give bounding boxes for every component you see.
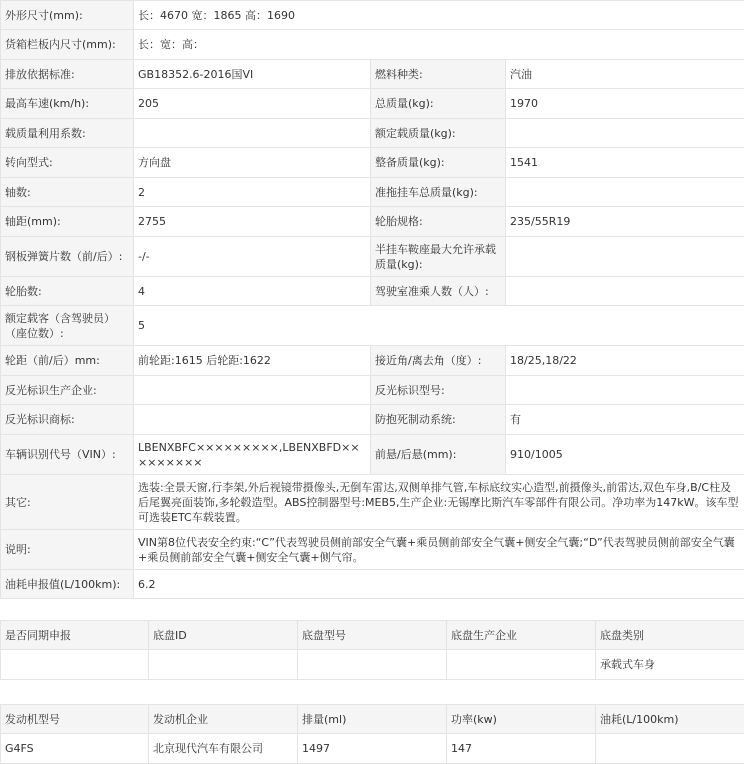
- spec-label: 其它:: [1, 475, 134, 530]
- spec-value: 选装:全景天窗,行李架,外后视镜带摄像头,无倒车雷达,双侧单排气管,车标底纹实心造型,前摄像头,前雷达,双色车身,B/C柱及后尾翼亮面装饰,多轮毂造型。ABS控制器型号:MEB5,生产企业:无锡摩比斯汽车零部件有限公司。净功率为147kW。该车型可选装ETC车载装置。: [134, 475, 744, 530]
- chassis-header-type: 底盘类别: [596, 621, 744, 650]
- spec-label: 反光标识商标:: [1, 405, 134, 435]
- engine-cell-model: G4FS: [1, 734, 149, 764]
- spec-value-2: 1970: [506, 89, 744, 119]
- spec-label-2: 防抱死制动系统:: [371, 405, 506, 435]
- spec-row: [1, 1, 744, 30]
- spec-value: 前轮距:1615 后轮距:1622: [134, 346, 371, 376]
- engine-header-power: 功率(kw): [447, 705, 596, 734]
- spec-label: 额定载客（含驾驶员）（座位数）:: [1, 306, 134, 346]
- spec-value: 6.2: [134, 570, 744, 599]
- spec-row: [1, 277, 744, 306]
- spec-value: 4: [134, 277, 371, 306]
- spec-label: 货箱栏板内尺寸(mm):: [1, 30, 134, 60]
- spec-value-2: [506, 178, 744, 207]
- chassis-cell-type: 承载式车身: [596, 650, 744, 680]
- spec-value-2: [506, 237, 744, 277]
- spec-row: [1, 30, 744, 60]
- spec-row: [1, 119, 744, 148]
- spec-row: [1, 237, 744, 277]
- spec-value: 205: [134, 89, 371, 119]
- spec-label: 油耗申报值(L/100km):: [1, 570, 134, 599]
- spec-label-2: 轮胎规格:: [371, 207, 506, 237]
- engine-cell-consumption: [596, 734, 744, 764]
- spec-label: 排放依据标准:: [1, 60, 134, 89]
- spec-value: 2: [134, 178, 371, 207]
- chassis-data-row: [1, 650, 744, 680]
- spec-value: GB18352.6-2016国VI: [134, 60, 371, 89]
- spec-row: [1, 530, 744, 570]
- spec-label: 反光标识生产企业:: [1, 376, 134, 405]
- spec-value-2: 有: [506, 405, 744, 435]
- spec-row: [1, 306, 744, 346]
- spec-value-2: 1541: [506, 148, 744, 178]
- spec-row: [1, 405, 744, 435]
- spec-label: 轴数:: [1, 178, 134, 207]
- spec-row: [1, 148, 744, 178]
- chassis-cell-model: [298, 650, 447, 680]
- spec-label-2: 燃料种类:: [371, 60, 506, 89]
- spec-label-2: 半挂车鞍座最大允许承载质量(kg):: [371, 237, 506, 277]
- spec-row: [1, 207, 744, 237]
- spec-value: 5: [134, 306, 744, 346]
- chassis-table: [0, 620, 744, 680]
- spec-row: [1, 435, 744, 475]
- spec-label-2: 前悬/后悬(mm):: [371, 435, 506, 475]
- spec-value-2: 汽油: [506, 60, 744, 89]
- spec-label: 外形尺寸(mm):: [1, 1, 134, 30]
- spec-label-2: 接近角/离去角（度）:: [371, 346, 506, 376]
- spec-value: VIN第8位代表安全约束:“C”代表驾驶员侧前部安全气囊+乘员侧前部安全气囊+侧安全气囊;“D”代表驾驶员侧前部安全气囊+乘员侧前部安全气囊+侧安全气囊+侧气帘。: [134, 530, 744, 570]
- spec-label-2: 整备质量(kg):: [371, 148, 506, 178]
- chassis-header-maker: 底盘生产企业: [447, 621, 596, 650]
- chassis-header-id: 底盘ID: [149, 621, 298, 650]
- engine-cell-maker: 北京现代汽车有限公司: [149, 734, 298, 764]
- engine-header-row: [1, 705, 744, 734]
- spec-label: 最高车速(km/h):: [1, 89, 134, 119]
- spec-value: 长：宽：高：: [134, 30, 744, 60]
- engine-table: [0, 704, 744, 764]
- spec-row: [1, 376, 744, 405]
- spec-value: LBENXBFC×××××××××,LBENXBFD×××××××××: [134, 435, 371, 475]
- spec-value-2: 910/1005: [506, 435, 744, 475]
- spec-label: 轮距（前/后）mm:: [1, 346, 134, 376]
- spec-label-2: 驾驶室准乘人数（人）:: [371, 277, 506, 306]
- spec-value: 2755: [134, 207, 371, 237]
- engine-cell-displacement: 1497: [298, 734, 447, 764]
- spec-label: 转向型式:: [1, 148, 134, 178]
- engine-header-maker: 发动机企业: [149, 705, 298, 734]
- spec-value: -/-: [134, 237, 371, 277]
- spec-label-2: 准拖挂车总质量(kg):: [371, 178, 506, 207]
- engine-header-consumption: 油耗(L/100km): [596, 705, 744, 734]
- spec-value: 长：4670 宽：1865 高：1690: [134, 1, 744, 30]
- chassis-header-model: 底盘型号: [298, 621, 447, 650]
- spec-value-2: 18/25,18/22: [506, 346, 744, 376]
- engine-header-model: 发动机型号: [1, 705, 149, 734]
- chassis-cell-id: [149, 650, 298, 680]
- spec-value-2: [506, 376, 744, 405]
- engine-cell-power: 147: [447, 734, 596, 764]
- spec-value-2: [506, 277, 744, 306]
- spec-value: [134, 405, 371, 435]
- spec-label: 轴距(mm):: [1, 207, 134, 237]
- spec-label: 说明:: [1, 530, 134, 570]
- spec-label: 钢板弹簧片数（前/后）:: [1, 237, 134, 277]
- spec-row: [1, 346, 744, 376]
- spec-value-2: 235/55R19: [506, 207, 744, 237]
- chassis-header-sync: 是否同期申报: [1, 621, 149, 650]
- chassis-header-row: [1, 621, 744, 650]
- spec-label-2: 反光标识型号:: [371, 376, 506, 405]
- spec-row: [1, 570, 744, 599]
- spec-label: 车辆识别代号（VIN）:: [1, 435, 134, 475]
- spec-label: 载质量利用系数:: [1, 119, 134, 148]
- spec-row: [1, 475, 744, 530]
- engine-data-row: [1, 734, 744, 764]
- spec-value: 方向盘: [134, 148, 371, 178]
- spec-row: [1, 89, 744, 119]
- spec-row: [1, 60, 744, 89]
- chassis-cell-maker: [447, 650, 596, 680]
- spec-value-2: [506, 119, 744, 148]
- spec-row: [1, 178, 744, 207]
- spec-label-2: 总质量(kg):: [371, 89, 506, 119]
- chassis-cell-sync: [1, 650, 149, 680]
- spec-value: [134, 119, 371, 148]
- spec-label-2: 额定载质量(kg):: [371, 119, 506, 148]
- spec-value: [134, 376, 371, 405]
- spec-label: 轮胎数:: [1, 277, 134, 306]
- engine-header-displacement: 排量(ml): [298, 705, 447, 734]
